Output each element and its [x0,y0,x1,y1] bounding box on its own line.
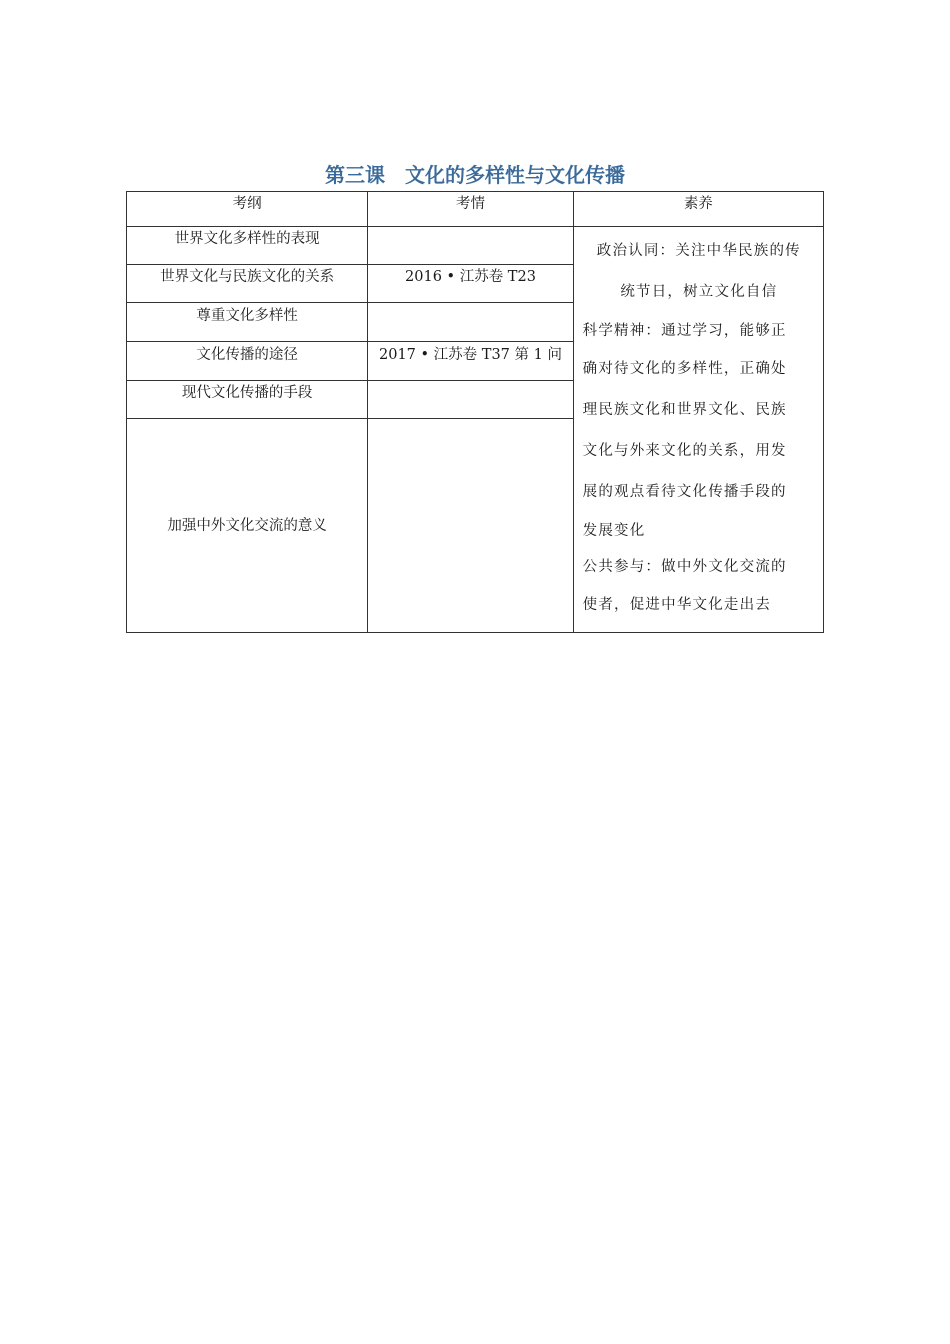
syllabus-cell: 世界文化与民族文化的关系 [127,264,368,303]
exam-cell [368,419,573,633]
competency-line: 使者，促进中华文化走出去 [582,597,772,613]
table-header-row [127,192,824,227]
header-competency: 素养 [573,192,823,227]
competency-line: 理民族文化和世界文化、民族 [582,402,787,418]
competency-line: 发展变化 [582,523,646,539]
exam-cell: 2016 • 江苏卷 T23 [368,264,573,303]
syllabus-table [126,191,824,633]
header-syllabus: 考纲 [127,192,368,227]
competency-cell [573,227,823,633]
page-title: 第三课 文化的多样性与文化传播 [325,163,625,187]
exam-cell [368,227,573,265]
competency-line: 确对待文化的多样性，正确处 [582,361,787,377]
competency-line: 科学精神：通过学习，能够正 [582,323,787,339]
exam-cell [368,380,573,419]
syllabus-cell: 世界文化多样性的表现 [127,227,368,265]
syllabus-cell: 尊重文化多样性 [127,303,368,342]
header-exam: 考情 [368,192,573,227]
competency-line: 展的观点看待文化传播手段的 [582,484,787,500]
competency-line: 统节日，树立文化自信 [620,284,778,300]
table-row [127,227,824,265]
syllabus-cell: 加强中外文化交流的意义 [127,419,368,633]
exam-cell: 2017 • 江苏卷 T37 第 1 问 [368,341,573,380]
syllabus-cell: 文化传播的途径 [127,341,368,380]
syllabus-cell: 现代文化传播的手段 [127,380,368,419]
competency-line: 政治认同：关注中华民族的传 [596,243,801,259]
exam-cell [368,303,573,342]
competency-line: 文化与外来文化的关系，用发 [582,443,787,459]
competency-line: 公共参与：做中外文化交流的 [582,559,787,575]
